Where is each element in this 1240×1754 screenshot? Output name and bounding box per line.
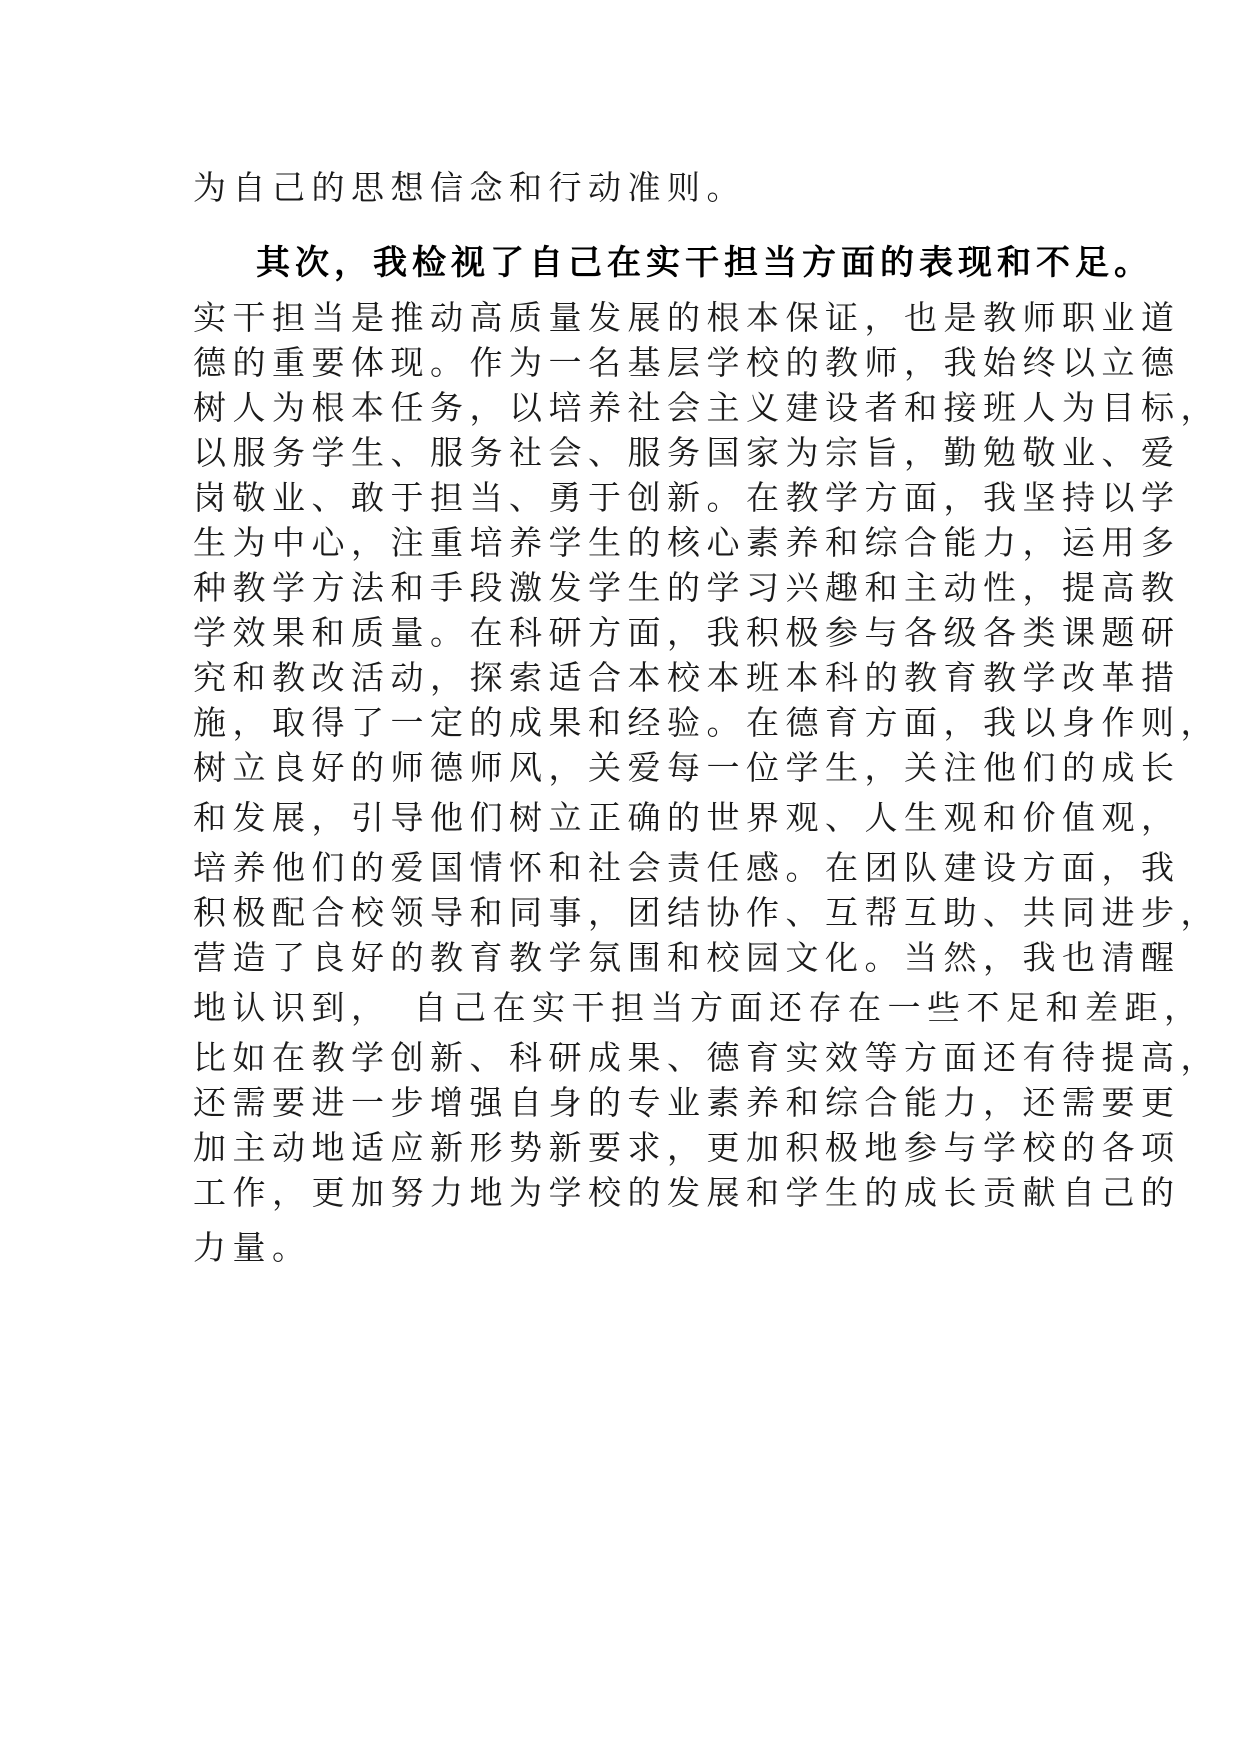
body-line-4: 以服务学生、服务社会、服务国家为宗旨，勤勉敬业、爱: [193, 433, 1181, 472]
body-line-7: 种教学方法和手段激发学生的学习兴趣和主动性，提高教: [193, 568, 1181, 607]
body-line-2: 德的重要体现。作为一名基层学校的教师，我始终以立德: [193, 343, 1181, 382]
body-line-3: 树人为根本任务，以培养社会主义建设者和接班人为目标，: [193, 388, 1220, 427]
section-heading: 其次，我检视了自己在实干担当方面的表现和不足。: [256, 243, 1153, 283]
body-line-12: 和发展，引导他们树立正确的世界观、人生观和价值观，: [193, 798, 1181, 837]
body-line-17: 比如在教学创新、科研成果、德育实效等方面还有待提高，: [193, 1038, 1220, 1077]
body-line-13: 培养他们的爱国情怀和社会责任感。在团队建设方面，我: [193, 848, 1181, 887]
body-line-1: 实干担当是推动高质量发展的根本保证，也是教师职业道: [193, 298, 1181, 337]
body-line-10: 施，取得了一定的成果和经验。在德育方面，我以身作则，: [193, 703, 1220, 742]
body-line-8: 学效果和质量。在科研方面，我积极参与各级各类课题研: [193, 613, 1181, 652]
body-line-6: 生为中心，注重培养学生的核心素养和综合能力，运用多: [193, 523, 1181, 562]
body-line-15: 营造了良好的教育教学氛围和校园文化。当然，我也清醒: [193, 938, 1181, 977]
body-line-5: 岗敬业、敢于担当、勇于创新。在教学方面，我坚持以学: [193, 478, 1181, 517]
body-line-11: 树立良好的师德师风，关爱每一位学生，关注他们的成长: [193, 748, 1181, 787]
body-line-14: 积极配合校领导和同事，团结协作、互帮互助、共同进步，: [193, 893, 1220, 932]
body-line-19: 加主动地适应新形势新要求，更加积极地参与学校的各项: [193, 1128, 1181, 1167]
body-line-20: 工作，更加努力地为学校的发展和学生的成长贡献自己的: [193, 1173, 1181, 1212]
intro-line: 为自己的思想信念和行动准则。: [193, 168, 746, 207]
body-line-9: 究和教改活动，探索适合本校本班本科的教育教学改革措: [193, 658, 1181, 697]
body-line-16: 地认识到， 自己在实干担当方面还存在一些不足和差距，: [193, 988, 1204, 1027]
body-line-18: 还需要进一步增强自身的专业素养和综合能力，还需要更: [193, 1083, 1181, 1122]
body-line-21: 力量。: [193, 1228, 312, 1267]
